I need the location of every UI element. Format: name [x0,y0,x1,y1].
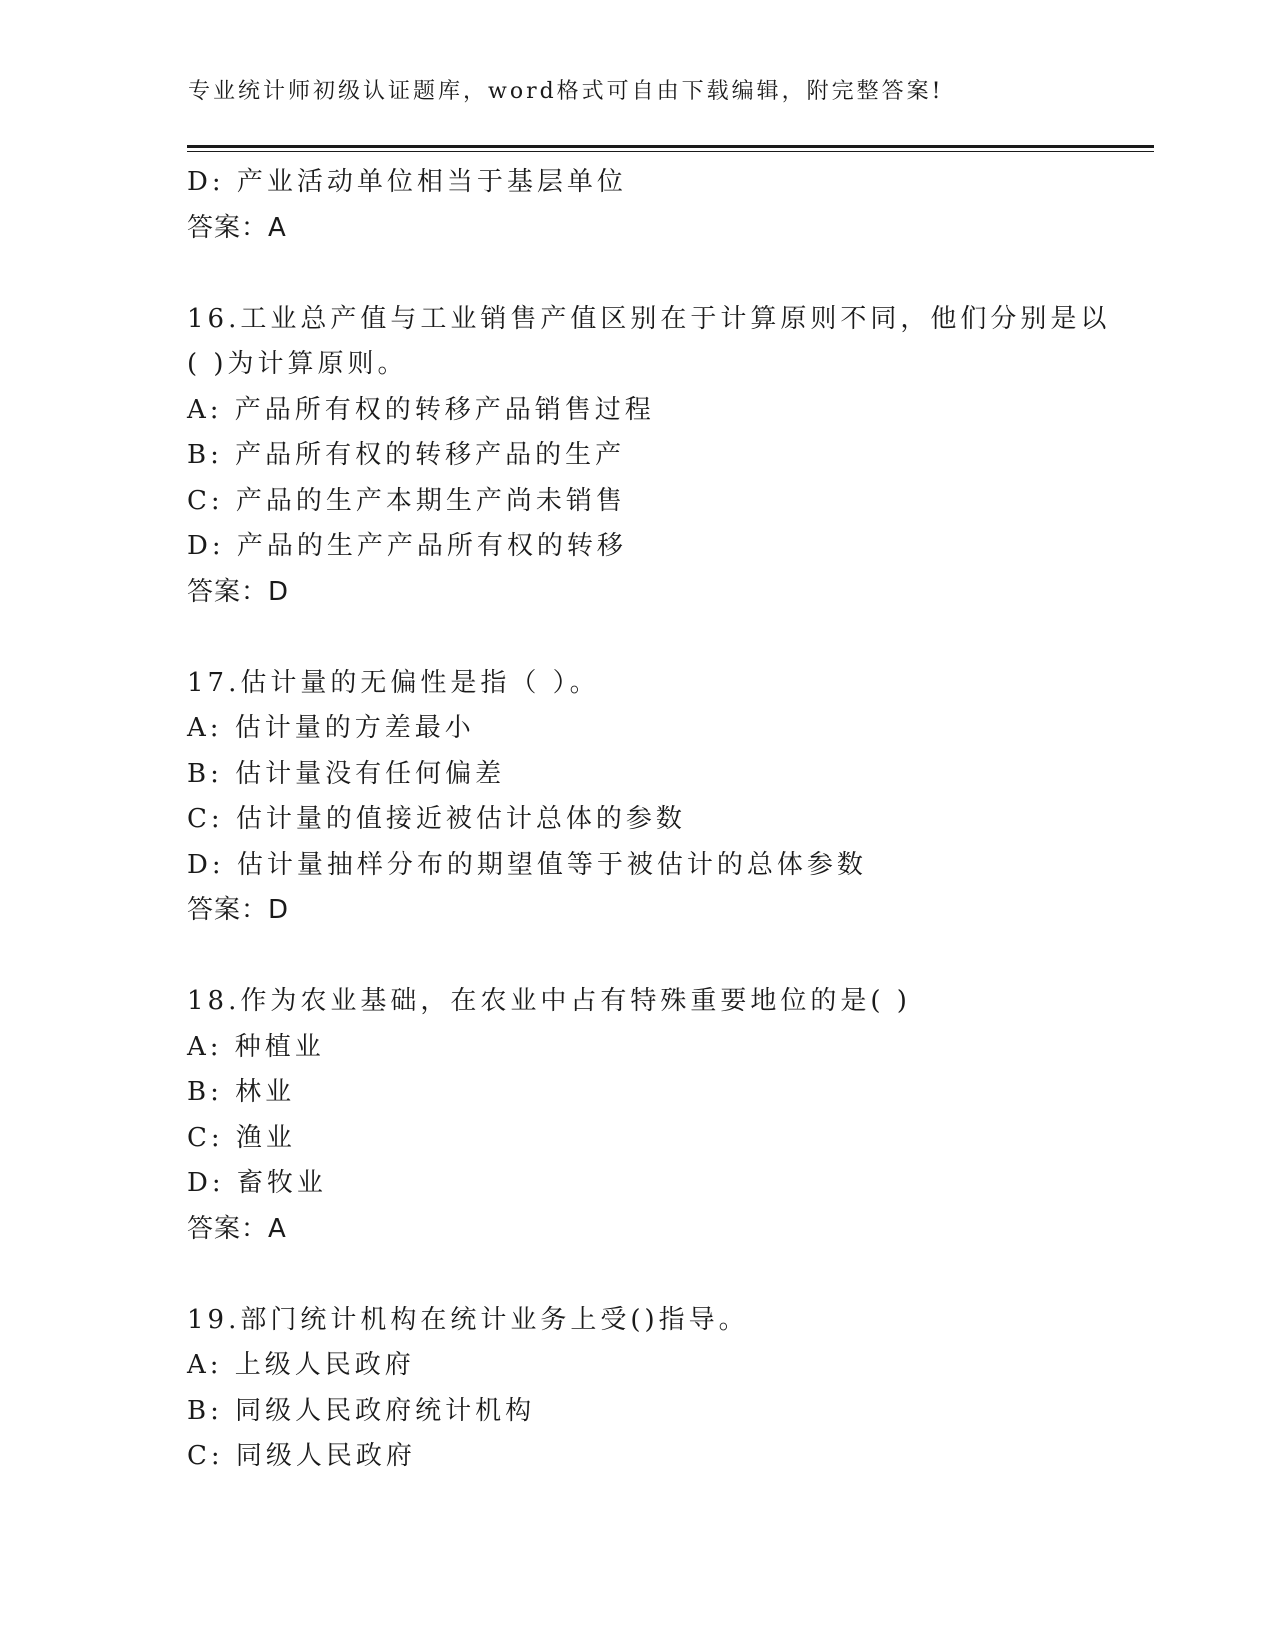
header-rule-thin [187,151,1154,152]
option-c: C: 渔业 [187,1122,296,1153]
option-b: B: 估计量没有任何偏差 [187,758,506,789]
option-c: C: 产品的生产本期生产尚未销售 [187,485,626,516]
option-c: C: 估计量的值接近被估计总体的参数 [187,804,686,834]
question-16 [187,297,1147,616]
option-a: A: 产品所有权的转移产品销售过程 [187,394,655,425]
question-19 [187,1298,1147,1480]
page-header: 专业统计师初级认证题库，word格式可自由下载编辑，附完整答案! [188,79,944,104]
question-stem: 18.作为农业基础，在农业中占有特殊重要地位的是( ) [187,986,911,1016]
option-d: D: 产业活动单位相当于基层单位 [187,167,627,197]
option-a: A: 估计量的方差最小 [187,713,475,743]
answer-line: 答案：A [187,212,287,243]
question-stem: 16.工业总产值与工业销售产值区别在于计算原则不同，他们分别是以 [187,303,1111,334]
question-stem: 17.估计量的无偏性是指（ ）。 [187,667,600,698]
question-stem: 19.部门统计机构在统计业务上受()指导。 [187,1304,749,1335]
question-18 [187,979,1147,1252]
option-d: D: 畜牧业 [187,1168,327,1198]
option-a: A: 种植业 [187,1031,325,1062]
option-c: C: 同级人民政府 [187,1441,416,1471]
question-stem-continued: ( )为计算原则。 [187,349,408,379]
option-b: B: 产品所有权的转移产品的生产 [187,440,626,470]
option-b: B: 同级人民政府统计机构 [187,1395,536,1426]
option-b: B: 林业 [187,1077,296,1107]
header-rule-thick [187,145,1154,148]
question-content [187,160,1147,1480]
answer-line: 答案：A [187,1213,287,1244]
question-17 [187,661,1147,934]
answer-line: 答案：D [187,895,290,925]
option-d: D: 估计量抽样分布的期望值等于被估计的总体参数 [187,849,867,880]
answer-line: 答案：D [187,576,290,607]
option-a: A: 上级人民政府 [187,1350,415,1380]
option-d: D: 产品的生产产品所有权的转移 [187,531,627,561]
